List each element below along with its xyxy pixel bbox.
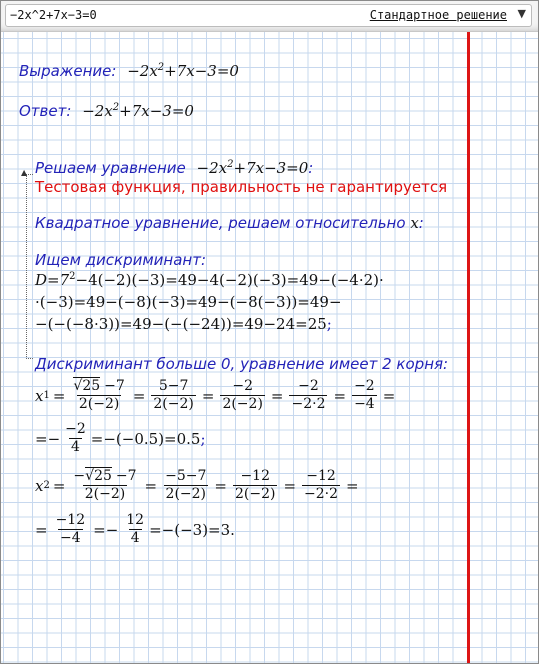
discriminant-line-3: −(−(−8·3))=49−(−(−24))=49−24=25; [35, 315, 332, 333]
expression-row [19, 62, 239, 80]
x1-fraction-5: $\frac{-2}{-4}$ [354, 378, 375, 412]
x1-fraction-2: $\frac{5-7}{2(-2)}$ [153, 378, 194, 412]
x2-line-2: = $\frac{-12}{-4}$ =− $\frac{12}{4}$ =−(−3)=3. [35, 512, 235, 546]
x2-line-1: x 2 = $\frac{-√25 -7}{2(-2)}$ = $\frac{-5-7}{2(-2)}$ = $\frac{-12}{2(-2)}$ = $\frac{-12}{-2\cdot 2}$ = [35, 468, 359, 502]
x2-fraction-2: $\frac{-5-7}{2(-2)}$ [165, 468, 207, 502]
expression-input-box[interactable] [5, 4, 532, 27]
chevron-down-icon[interactable]: ▼ [517, 7, 526, 20]
caret-up-icon[interactable]: ▲ [21, 168, 28, 177]
warning-text: Тестовая функция, правильность не гарантируется [35, 178, 448, 196]
x1-fraction-6: $\frac{-2}{4}$ [65, 421, 86, 455]
answer-label: Ответ: [19, 102, 72, 120]
answer-formula: $-2x^2+7x-3=0$ [82, 102, 194, 120]
bracket-bottom-tick [26, 358, 33, 359]
solution-sheet [1, 32, 538, 663]
quadratic-row: Квадратное уравнение, решаем относительно x: [35, 214, 424, 232]
discriminant-label: Ищем дискриминант: [35, 251, 207, 269]
x1-line-2: =− $\frac{-2}{4}$ =−(−0.5)=0.5 ; [35, 421, 206, 455]
answer-row [19, 102, 194, 120]
x2-fraction-5: $\frac{-12}{-4}$ [55, 512, 86, 546]
standard-solution-button[interactable]: Стандартное решение [369, 8, 507, 22]
collapse-bracket[interactable] [26, 174, 27, 359]
x2-fraction-1: $\frac{-√25 -7}{2(-2)}$ [73, 468, 137, 502]
expression-input[interactable]: −2x^2+7x−3=0 [10, 8, 97, 22]
solving-row: Решаем уравнение $-2x^2+7x-3=0$: [35, 159, 314, 177]
x2-fraction-3: $\frac{-12}{2(-2)}$ [234, 468, 276, 502]
expression-formula: $-2x^2+7x-3=0$ [127, 62, 239, 80]
x2-fraction-6: $\frac{12}{4}$ [126, 512, 145, 546]
margin-line [467, 32, 470, 663]
solving-formula: $-2x^2+7x-3=0$ [196, 159, 309, 177]
x1-fraction-4: $\frac{-2}{-2\cdot 2}$ [291, 378, 326, 412]
quadratic-label: Квадратное уравнение, решаем относительно [35, 214, 406, 232]
x1-fraction-3: $\frac{-2}{2(-2)}$ [222, 378, 263, 412]
discriminant-line-1: $D=7^2-4(-2)(-3)=49-4(-2)(-3)=49-(-4\cdot 2)\cdot$ [35, 271, 384, 289]
two-roots-label: Дискриминант больше 0, уравнение имеет 2 корня: [35, 355, 449, 373]
discriminant-line-2: ·(−3)=49−(−8)(−3)=49−(−8(−3))=49− [35, 293, 342, 311]
toolbar [1, 1, 538, 32]
expression-label: Выражение: [19, 62, 117, 80]
solving-label: Решаем уравнение [35, 159, 186, 177]
x2-fraction-4: $\frac{-12}{-2\cdot 2}$ [304, 468, 339, 502]
x1-line-1: x 1 = $\frac{√25 -7}{2(-2)}$ = $\frac{5-7}{2(-2)}$ = $\frac{-2}{2(-2)}$ = $\frac{-2}{-2\cdot 2}$ = $\frac{-2}{-4}$ = [35, 378, 396, 412]
x1-fraction-1: $\frac{√25 -7}{2(-2)}$ [73, 378, 125, 412]
